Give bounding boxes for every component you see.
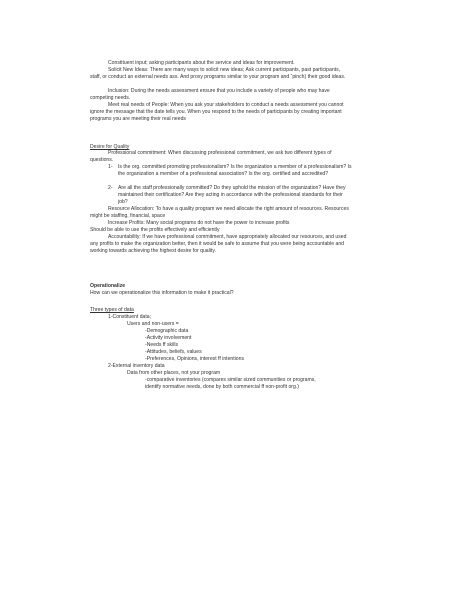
three-types-of-data-heading: Three types of data <box>90 307 134 313</box>
accountability-text: Accountability: If we have professional commitment, have appropriately allocated our resources, and used any profits to make the organization better, then it would be safe to assume that you were being accountable and working towards achieving the highest desire for quality. <box>90 234 348 254</box>
list-item: -Activity involvement <box>145 335 192 341</box>
users-nonusers-label: Users and non-users = <box>127 321 179 327</box>
list-item: -Preferences, Opinions, interest ff intentions <box>145 356 245 362</box>
question-1-text: Is the org. committed promoting professionalism? Is the organization a member of a professionalism? Is the organization a member of a professional association? Is the org. certified and accredited? <box>118 164 353 177</box>
constituent-input-text: Constituent input; asking participants about the service and ideas for improvement. <box>108 60 295 66</box>
list-item: -Needs ff skills <box>145 342 179 348</box>
increase-profits-text: Increase Profits: Many social programs do not have the power to increase profits <box>108 220 290 226</box>
desire-for-quality-heading: Desire for Quality <box>90 144 130 150</box>
profits-continuation-text: Should be able to use the profits effectively and efficiently <box>90 227 220 233</box>
data-other-places-label: Data from other places, not your program <box>127 370 221 376</box>
professional-commitment-text: Professional commitment: When discussing professional commitment, we ask two different types of questions. <box>90 150 333 163</box>
meet-needs-text: Meet real needs of People: When you ask your stakeholders to conduct a needs assessment you cannot ignore the message that the date tells you. When you respond to the needs of participants by creating important programs you are meeting their real needs <box>90 102 346 122</box>
list-item: -Attitudes, beliefs, values <box>145 349 202 355</box>
inclusion-text: Inclusion: During the needs assessment ensure that you include a variety of people who may have competing needs. <box>90 88 332 101</box>
question-1-number: 1- <box>108 164 113 170</box>
question-2-number: 2- <box>108 185 113 191</box>
operationalize-heading: Operationalize <box>90 283 126 289</box>
solicit-ideas-text: Solicit New Ideas: There are many ways to solicit new ideas; Ask current participants, past participants, staff, or conduct an external needs ass. And proxy programs similar to your program and “pinch) their good ideas. <box>90 67 346 80</box>
external-inventory-label: 2-External inventory data <box>108 363 165 369</box>
list-item: -Demographic data <box>145 328 189 334</box>
resource-allocation-text: Resource Allocation: To have a quality program we need allocate the right amount of resources. Resources might be staffing, financial, space <box>90 206 351 219</box>
constituent-data-label: 1-Constituent data; <box>108 314 152 320</box>
operationalize-question: How can we operationalize this information to make it practical? <box>90 290 234 296</box>
comparative-inventories-text: -comparative inventories (compares similar sized communities or programs, identify normative needs, done by both commercial ff non-profit org.) <box>145 377 318 390</box>
question-2-text: Are all the staff professionally committed? Do they uphold the mission of the organization? Have they maintained their certification? Are they acting in accordance with the professional standards for their job? <box>118 185 347 205</box>
